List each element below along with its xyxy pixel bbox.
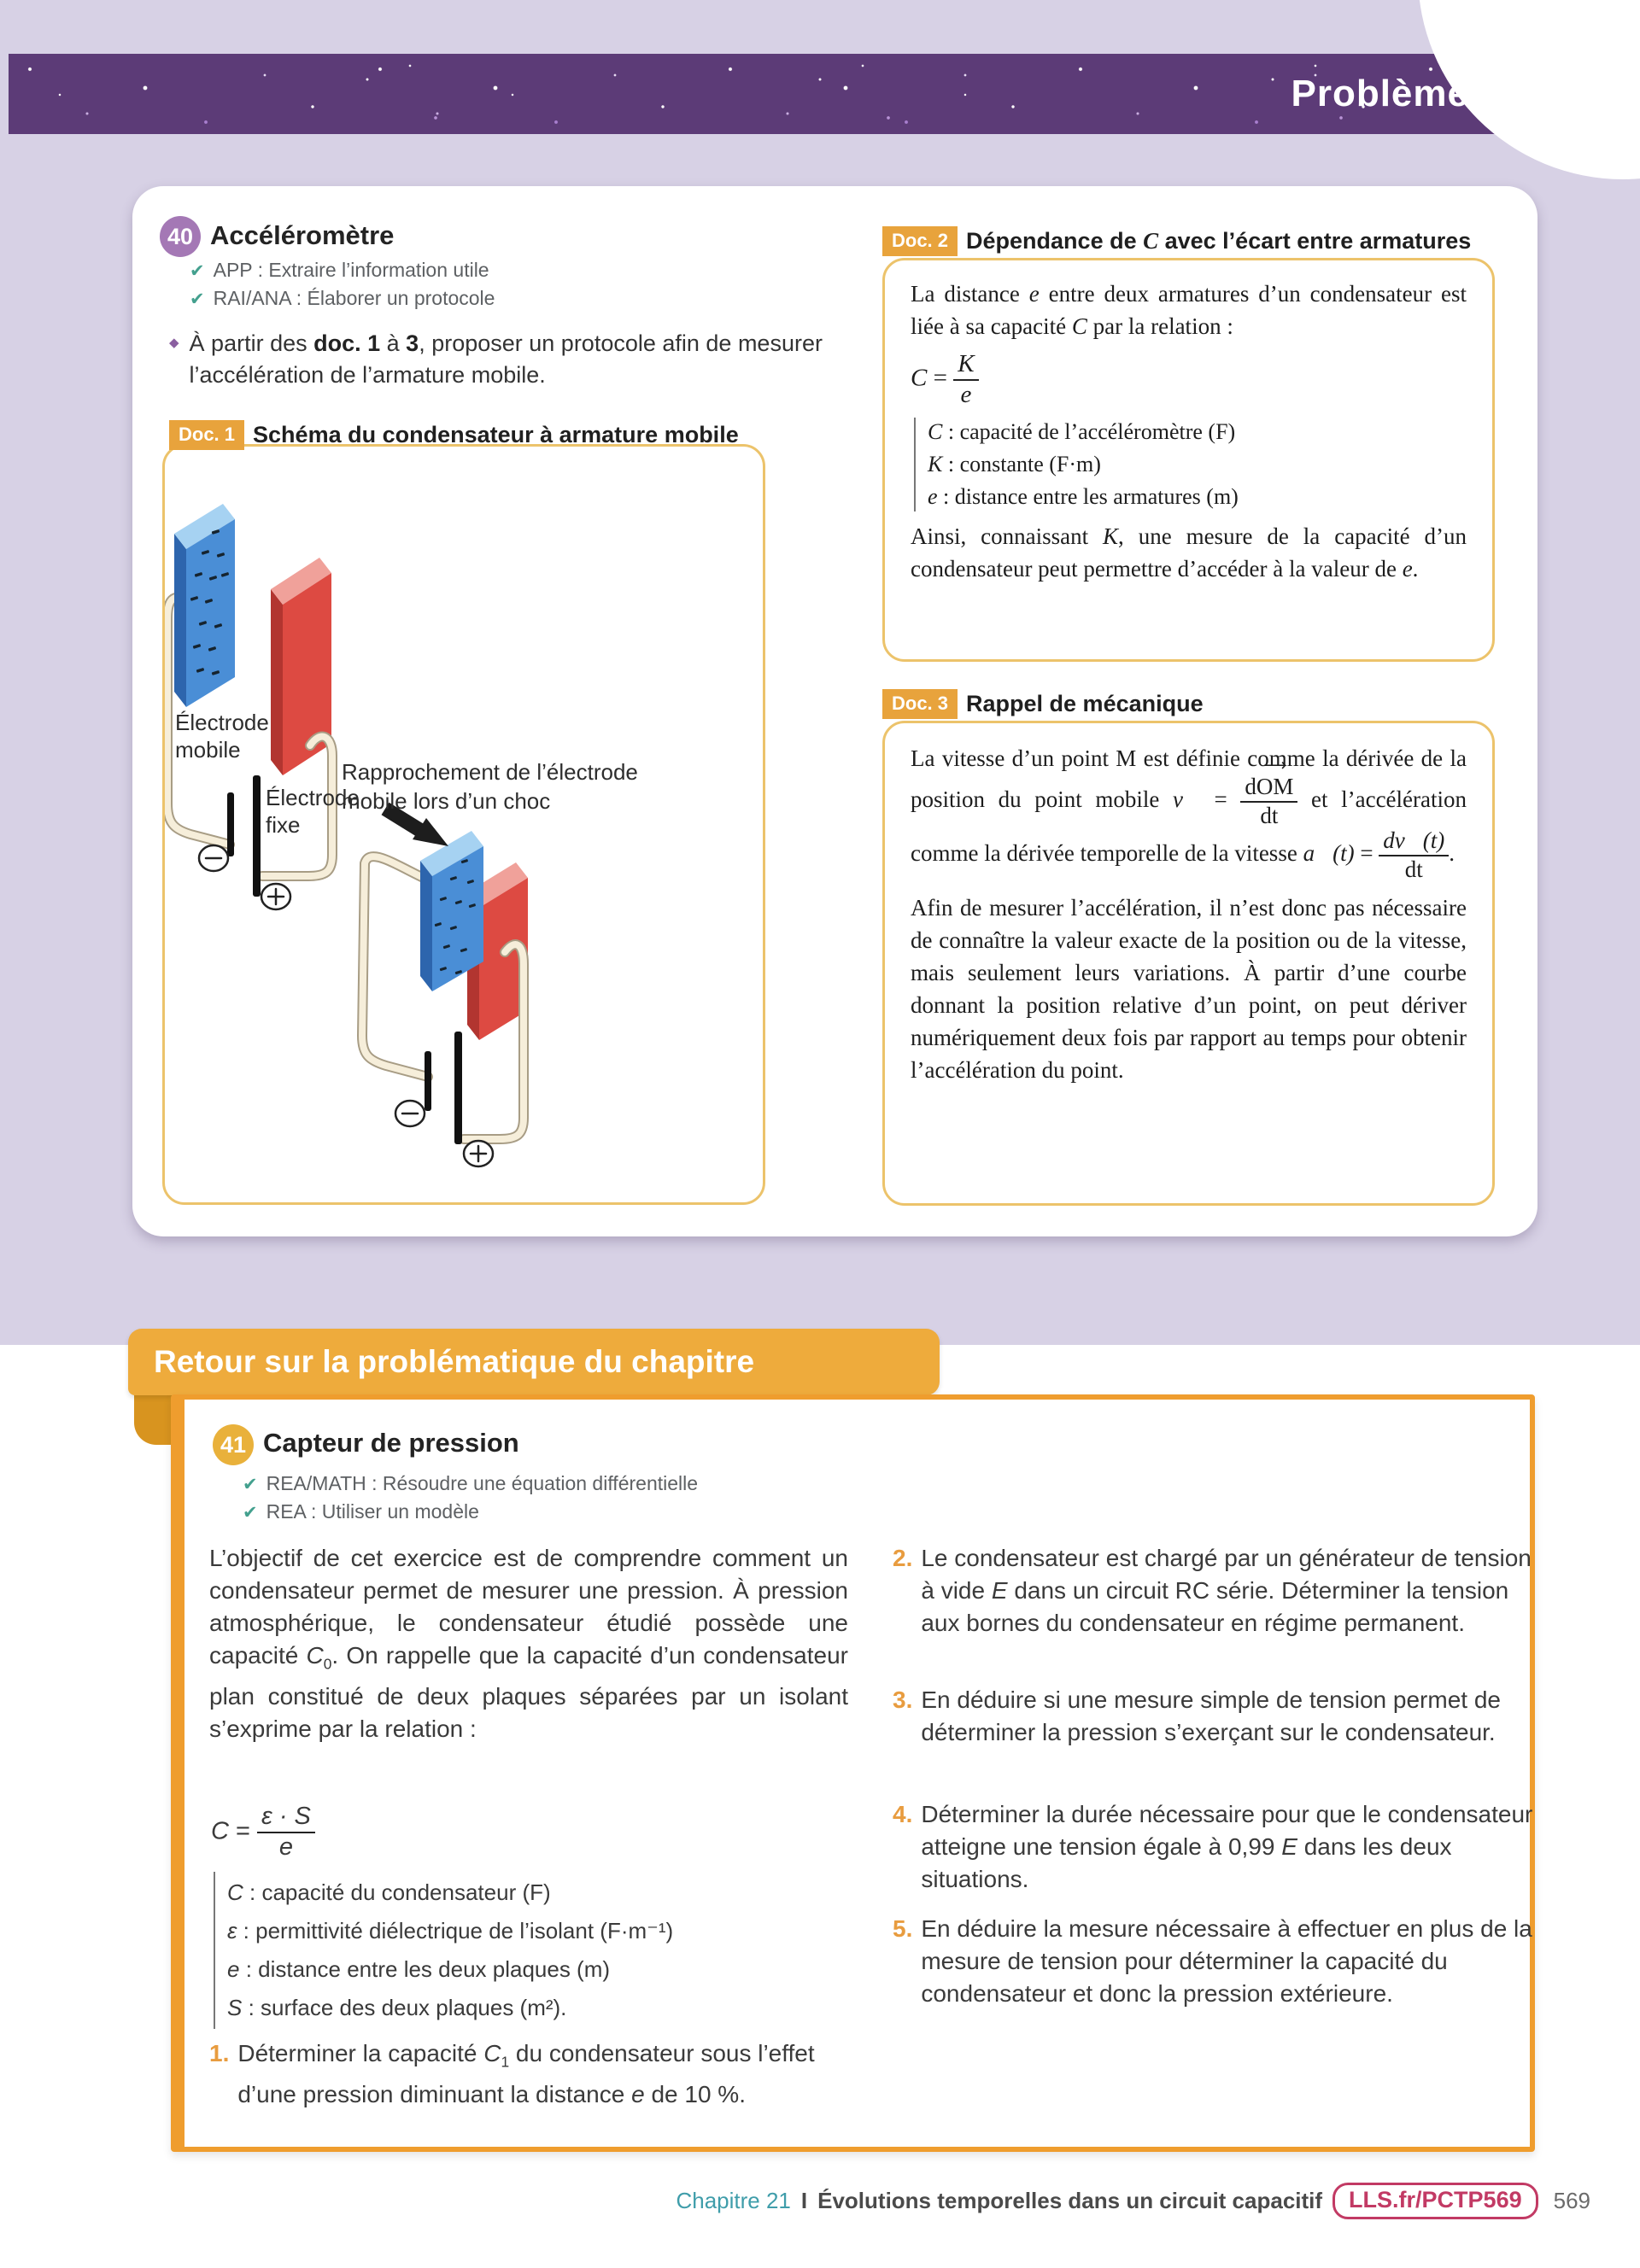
exercise-number: 41 <box>220 1431 247 1458</box>
footer-chapter-title: Évolutions temporelles dans un circuit capacitif <box>817 2188 1323 2213</box>
doc1-title: Schéma du condensateur à armature mobile <box>253 422 739 447</box>
variable-list <box>214 1872 673 2029</box>
skill-label: RAI/ANA : Élaborer un protocole <box>213 287 495 309</box>
variable-item: K : constante (F·m) <box>928 451 1101 476</box>
check-icon: ✔ <box>243 1475 258 1494</box>
minus-terminal-icon <box>199 845 228 871</box>
doc1-box <box>162 444 765 1205</box>
check-icon: ✔ <box>243 1503 258 1523</box>
battery <box>395 1032 493 1166</box>
electrode-mobile-label: mobile <box>175 737 241 763</box>
plus-terminal-icon <box>464 1141 493 1166</box>
check-icon: ✔ <box>190 261 205 281</box>
question-5: 5. En déduire la mesure nécessaire à effectuer en plus de la mesure de tension pour déterminer la capacité du condensateur et donc la pression extérieure. <box>893 1915 1532 2007</box>
variable-item: C : capacité du condensateur (F) <box>227 1879 551 1905</box>
formula: C = $\frac{K}{e}$ <box>911 351 1467 409</box>
doc2-title: Dépendance de C avec l’écart entre armatures <box>966 228 1472 254</box>
battery-bar-long <box>454 1032 462 1144</box>
exercise-40-number-badge <box>160 216 201 257</box>
capacitor-diagram <box>165 447 758 1197</box>
task-bullet <box>169 328 847 391</box>
task-text: À partir des doc. 1 à 3, proposer un protocole afin de mesurer l’accélération de l’armature mobile. <box>189 330 823 388</box>
doc2-box <box>882 258 1495 662</box>
doc3-header <box>882 689 1204 719</box>
skill-label: REA : Utiliser un modèle <box>266 1500 479 1523</box>
paragraph: La distance e entre deux armatures d’un condensateur est liée à sa capacité C par la relation : <box>911 281 1467 339</box>
electrode-mobile-plate <box>174 504 235 707</box>
skill-label: APP : Extraire l’information utile <box>213 259 489 281</box>
footer-page-number: 569 <box>1553 2188 1590 2213</box>
minus-terminal-icon <box>395 1101 425 1126</box>
paragraph: Ainsi, connaissant K, une mesure de la capacité d’un condensateur peut permettre d’accéder à la valeur de e. <box>911 523 1467 582</box>
skill-row <box>243 1472 698 1495</box>
exercise-number: 40 <box>167 223 194 249</box>
doc-badge: Doc. 2 <box>882 226 958 256</box>
skill-row <box>243 1500 479 1523</box>
battery-bar-short <box>227 792 234 856</box>
electrode-fixe-plate <box>271 558 331 775</box>
footer-separator: I <box>800 2188 808 2213</box>
question-4: 4. Déterminer la durée nécessaire pour que le condensateur atteigne une tension égale à 0,99 E dans les deux situations. <box>893 1801 1533 1892</box>
retour-banner: Retour sur la problématique du chapitre <box>128 1329 940 1395</box>
electrode-fixe-label: fixe <box>266 812 301 838</box>
page-footer <box>0 2183 1590 2219</box>
variable-item: ε : permittivité diélectrique de l’isolant (F·m⁻¹) <box>227 1918 674 1944</box>
footer-ref-pill[interactable]: LLS.fr/PCTP569 <box>1332 2183 1538 2219</box>
doc-badge: Doc. 3 <box>882 689 958 719</box>
doc2-header <box>882 226 1471 256</box>
choc-label: mobile lors d’un choc <box>342 788 551 814</box>
problem-band-label: Problème <box>1291 73 1469 114</box>
doc-badge: Doc. 1 <box>169 420 244 450</box>
skill-row <box>190 259 489 282</box>
electrode-fixe-label: Électrode <box>266 785 360 810</box>
footer-chapter: Chapitre 21 <box>676 2188 791 2213</box>
paragraph: La vitesse d’un point M est définie comme la dérivée de la position du point mobile v⃗ = $\frac{\text{dOM ⟶}}{dt}$ et l’accélération comme la dérivée temporelle de la vitesse a⃗(t) = $\frac{dv⃗(t)}{dt}$ . <box>911 742 1467 883</box>
exercise-40-title: Accéléromètre <box>210 220 395 250</box>
choc-label: Rapprochement de l’électrode <box>342 759 638 785</box>
formula: C = $\frac{\varepsilon \cdot S}{e}$ <box>211 1803 315 1862</box>
variable-item: e : distance entre les armatures (m) <box>928 483 1239 509</box>
electrode-mobile-label: Électrode <box>175 710 269 735</box>
question-2: 2. Le condensateur est chargé par un générateur de tension à vide E dans un circuit RC série. Déterminer la tension aux bornes du condensateur en régime permanent. <box>893 1545 1532 1636</box>
exercise-41-intro: L’objectif de cet exercice est de comprendre comment un condensateur permet de mesurer une pression. À pression atmosphérique, le condensateur étudié possède une capacité $C_0$. On rappelle que la capacité d’un condensateur plan constitué de deux plaques séparées par un isolant s’exprime par la relation : <box>209 1545 848 1742</box>
battery-bar-long <box>253 775 261 897</box>
variable-item: e : distance entre les deux plaques (m) <box>227 1956 611 1982</box>
paragraph: Afin de mesurer l’accélération, il n’est donc pas nécessaire de connaître la valeur exacte de la position ou de la vitesse, mais seulement leurs variations. À partir d’une courbe donnant la position relative d’un point, on peut dériver numériquement deux fois par rapport au temps pour obtenir l’accélération du point. <box>911 894 1467 1083</box>
doc3-box <box>882 721 1495 1206</box>
diamond-icon: ◆ <box>169 336 179 350</box>
exercise-41-number-badge <box>213 1424 254 1465</box>
variable-item: S : surface des deux plaques (m²). <box>227 1995 567 2020</box>
doc1-header <box>169 420 739 450</box>
battery-bar-short <box>425 1051 431 1111</box>
skill-label: REA/MATH : Résoudre une équation différentielle <box>266 1472 699 1494</box>
check-icon: ✔ <box>190 289 205 309</box>
exercise-41-title: Capteur de pression <box>263 1428 519 1458</box>
skill-row <box>190 287 495 310</box>
question-3: 3. En déduire si une mesure simple de tension permet de déterminer la pression s’exerçant sur le condensateur. <box>893 1686 1501 1745</box>
impact-arrow-icon <box>385 809 448 846</box>
question-1: 1. Déterminer la capacité $C_1$ du condensateur sous l’effet d’une pression diminuant la distance e de 10 %. <box>209 2040 815 2107</box>
variable-item: C : capacité de l’accéléromètre (F) <box>928 418 1236 444</box>
variable-list <box>914 418 1467 511</box>
doc3-title: Rappel de mécanique <box>966 691 1204 716</box>
plus-terminal-icon <box>261 884 290 909</box>
